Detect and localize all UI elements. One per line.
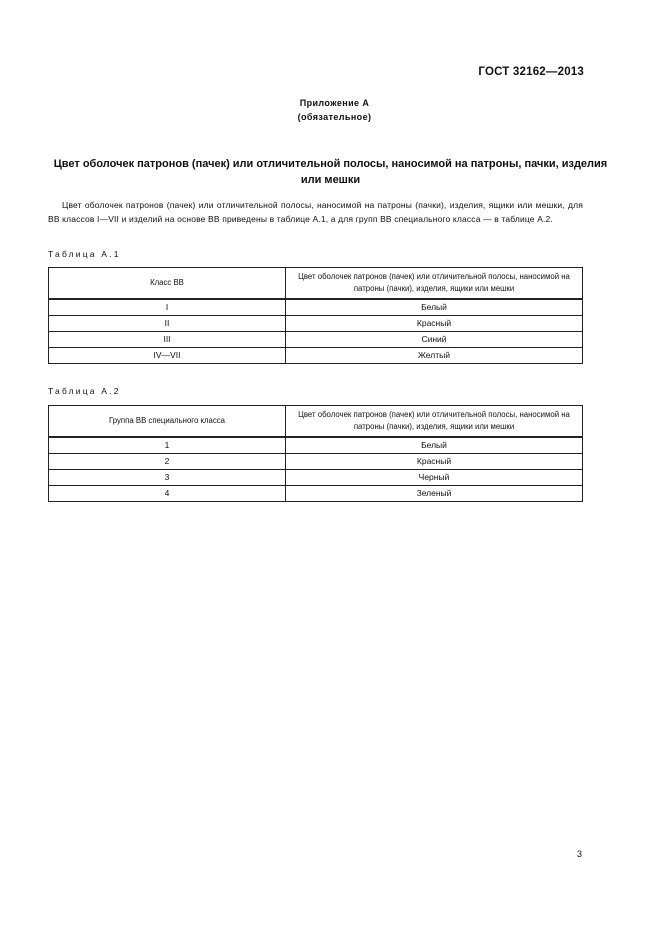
table-row (49, 316, 583, 332)
table-row (49, 454, 583, 470)
table1-caption: Таблица А.1 (48, 249, 121, 259)
table-header-row (49, 268, 583, 300)
table2-caption: Таблица А.2 (48, 386, 121, 396)
table-header-cell: Группа ВВ специального класса (49, 406, 286, 438)
section-title: Цвет оболочек патронов (пачек) или отличительной полосы, наносимой на патроны, пачки, изделия или мешки (53, 158, 608, 186)
table-cell: Белый (286, 437, 583, 454)
table-cell: Белый (286, 299, 583, 316)
table-a2 (48, 405, 583, 502)
table-cell: Красный (286, 316, 583, 332)
table-a1 (48, 267, 583, 364)
table-cell: Синий (286, 332, 583, 348)
table-cell: Зеленый (286, 486, 583, 502)
appendix-status: (обязательное) (297, 112, 372, 122)
table-header-row (49, 406, 583, 438)
table-header-cell: Цвет оболочек патронов (пачек) или отличительной полосы, наносимой на патроны (пачки), изделия, ящики или мешки (286, 268, 583, 300)
intro-paragraph: Цвет оболочек патронов (пачек) или отличительной полосы, наносимой на патроны (пачки), изделия, ящики или мешки, для ВВ классов I—VII и изделий на основе ВВ приведены в таблице А.1, а для групп ВВ специального класса — в таблице А.2. (48, 200, 583, 224)
table-header-cell: Класс ВВ (49, 268, 286, 300)
table-header-cell: Цвет оболочек патронов (пачек) или отличительной полосы, наносимой на патроны (пачки), изделия, ящики или мешки (286, 406, 583, 438)
table-cell: 2 (49, 454, 286, 470)
table-cell: 1 (49, 437, 286, 454)
table-cell: Черный (286, 470, 583, 486)
table-cell: IV—VII (49, 348, 286, 364)
table-row (49, 348, 583, 364)
table-cell: 3 (49, 470, 286, 486)
appendix-heading (0, 96, 661, 124)
table-cell: 4 (49, 486, 286, 502)
table-row (49, 437, 583, 454)
table-row (49, 332, 583, 348)
page-number: 3 (576, 849, 582, 859)
table-cell: II (49, 316, 286, 332)
standard-number: ГОСТ 32162—2013 (478, 66, 584, 78)
table-cell: III (49, 332, 286, 348)
table-cell: Желтый (286, 348, 583, 364)
appendix-title: Приложение А (299, 98, 370, 108)
table-cell: I (49, 299, 286, 316)
table-row (49, 299, 583, 316)
table-row (49, 486, 583, 502)
table-cell: Красный (286, 454, 583, 470)
table-row (49, 470, 583, 486)
